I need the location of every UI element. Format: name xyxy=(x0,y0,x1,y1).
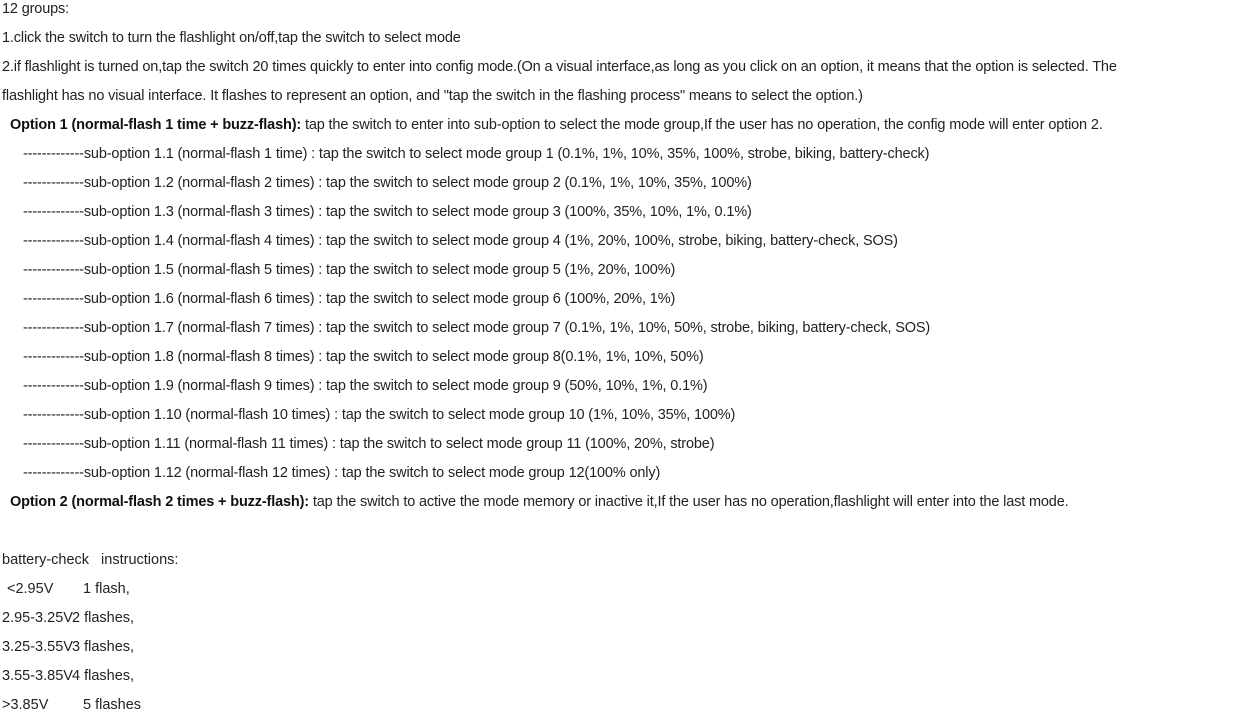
step-2-text-line-2: flashlight has no visual interface. It flashes to represent an option, and "tap the switch in the flashing process" means to select the option.) xyxy=(2,88,863,104)
battery-check-heading xyxy=(2,551,1237,580)
option-2 xyxy=(2,493,1237,522)
option-1-label: Option 1 (normal-flash 1 time + buzz-flash): xyxy=(10,117,302,133)
battery-check-heading-b: instructions: xyxy=(101,552,179,568)
step-1-text: 1.click the switch to turn the flashlight on/off,tap the switch to select mode xyxy=(2,30,461,46)
sub-option-1-10: -------------sub-option 1.10 (normal-flash 10 times) : tap the switch to select mode group 10 (1%, 10%, 35%, 100%) xyxy=(23,407,736,423)
step-2-text-line-1: 2.if flashlight is turned on,tap the switch 20 times quickly to enter into config mode.(On a visual interface,as long as you click on an option, it means that the option is selected. The xyxy=(2,59,1117,75)
battery-voltage: 3.55-3.85V xyxy=(2,668,73,684)
option-1-text: tap the switch to enter into sub-option to select the mode group,If the user has no operation, the config mode will enter option 2. xyxy=(301,117,1103,133)
groups-title: 12 groups: xyxy=(2,1,70,17)
battery-voltage: >3.85V xyxy=(2,697,49,713)
sub-option-1-11: -------------sub-option 1.11 (normal-flash 11 times) : tap the switch to select mode group 11 (100%, 20%, strobe) xyxy=(23,436,715,452)
sub-option-1-1: -------------sub-option 1.1 (normal-flash 1 time) : tap the switch to select mode group 1 (0.1%, 1%, 10%, 35%, 100%, strobe, biking, battery-check) xyxy=(23,146,930,162)
option-2-label: Option 2 (normal-flash 2 times + buzz-flash): xyxy=(10,494,309,510)
battery-voltage: <2.95V xyxy=(7,581,54,597)
battery-row xyxy=(2,667,1237,696)
battery-voltage: 2.95-3.25V xyxy=(2,610,73,626)
sub-option-1-7: -------------sub-option 1.7 (normal-flash 7 times) : tap the switch to select mode group 7 (0.1%, 1%, 10%, 50%, strobe, biking, battery-check, SOS) xyxy=(23,320,931,336)
battery-row xyxy=(2,638,1237,667)
battery-flashes: 4 flashes, xyxy=(72,668,135,684)
battery-voltage: 3.25-3.55V xyxy=(2,639,73,655)
sub-option-1-12: -------------sub-option 1.12 (normal-flash 12 times) : tap the switch to select mode group 12(100% only) xyxy=(23,465,661,481)
battery-row xyxy=(2,609,1237,638)
sub-option-1-4: -------------sub-option 1.4 (normal-flash 4 times) : tap the switch to select mode group 4 (1%, 20%, 100%, strobe, biking, battery-check, SOS) xyxy=(23,233,898,249)
sub-option-1-8: -------------sub-option 1.8 (normal-flash 8 times) : tap the switch to select mode group 8(0.1%, 1%, 10%, 50%) xyxy=(23,349,704,365)
option-2-text: tap the switch to active the mode memory or inactive it,If the user has no operation,flashlight will enter into the last mode. xyxy=(309,494,1069,510)
battery-row xyxy=(2,696,1237,725)
battery-flashes: 1 flash, xyxy=(83,581,130,597)
sub-option-1-3: -------------sub-option 1.3 (normal-flash 3 times) : tap the switch to select mode group 3 (100%, 35%, 10%, 1%, 0.1%) xyxy=(23,204,752,220)
sub-option-1-6: -------------sub-option 1.6 (normal-flash 6 times) : tap the switch to select mode group 6 (100%, 20%, 1%) xyxy=(23,291,676,307)
sub-option-1-5: -------------sub-option 1.5 (normal-flash 5 times) : tap the switch to select mode group 5 (1%, 20%, 100%) xyxy=(23,262,676,278)
battery-flashes: 3 flashes, xyxy=(72,639,135,655)
battery-check-heading-a: battery-check xyxy=(2,552,90,568)
sub-option-1-9: -------------sub-option 1.9 (normal-flash 9 times) : tap the switch to select mode group 9 (50%, 10%, 1%, 0.1%) xyxy=(23,378,708,394)
option-1 xyxy=(2,116,1237,145)
battery-row xyxy=(2,580,1237,609)
sub-option-1-2: -------------sub-option 1.2 (normal-flash 2 times) : tap the switch to select mode group 2 (0.1%, 1%, 10%, 35%, 100%) xyxy=(23,175,752,191)
battery-flashes: 5 flashes xyxy=(83,697,142,713)
battery-flashes: 2 flashes, xyxy=(72,610,135,626)
spacer xyxy=(2,522,1237,551)
